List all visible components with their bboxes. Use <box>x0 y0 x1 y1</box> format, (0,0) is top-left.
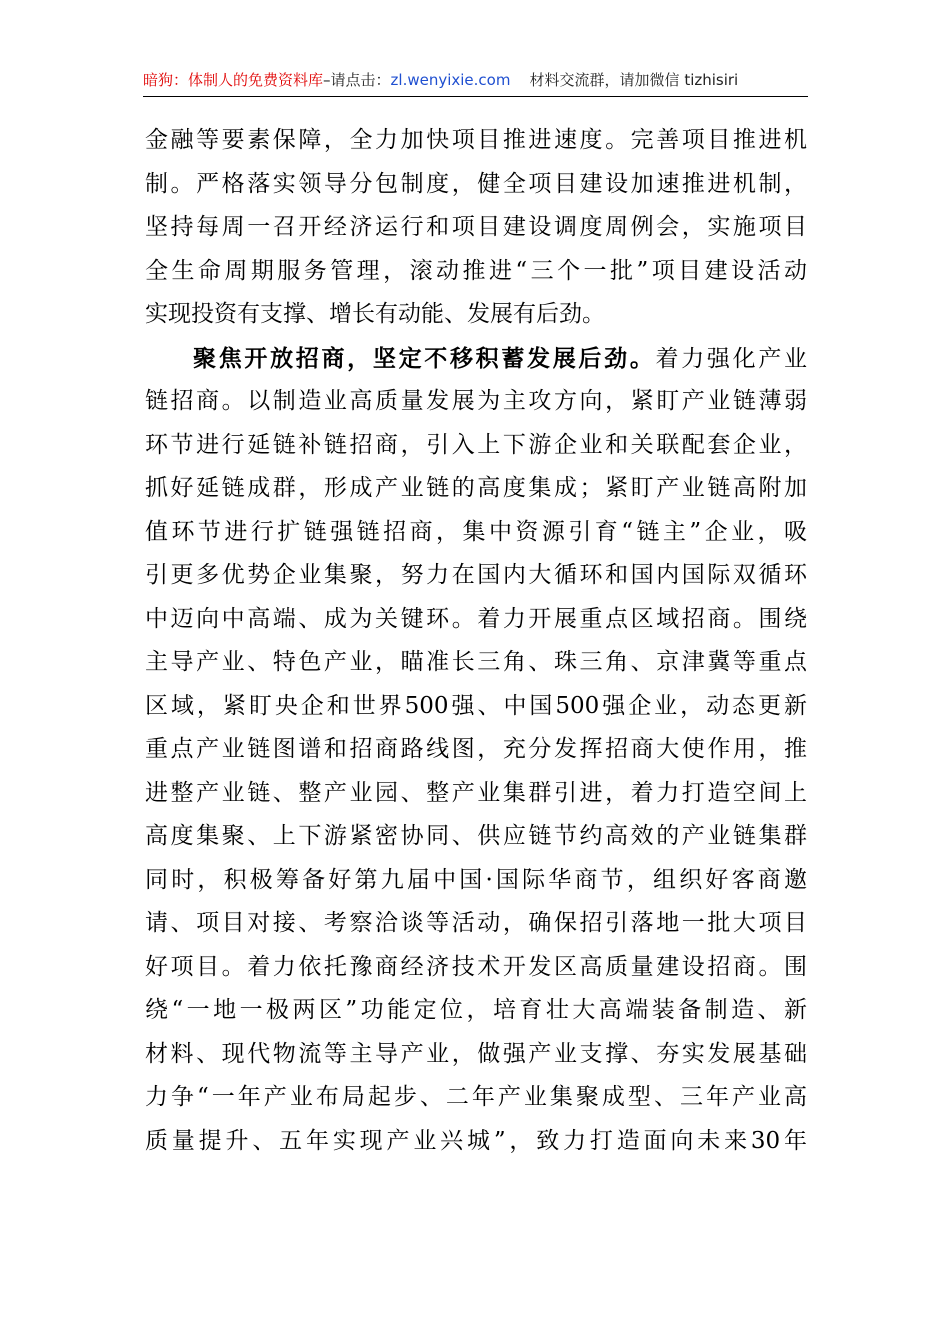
text-line: 金融等要素保障，全力加快项目推进速度。完善项目推进机 <box>145 127 807 153</box>
text-line: 中迈向中高端、成为关键环。着力开展重点区域招商。围绕 <box>145 605 807 632</box>
document-body <box>145 119 807 1163</box>
text-line: 质量提升、五年实现产业兴城”，致力打造面向未来30年 <box>145 1127 807 1154</box>
text-line: 实现投资有支撑、增长有动能、发展有后劲。 <box>145 301 605 327</box>
text-line: 制。严格落实领导分包制度，健全项目建设加速推进机制， <box>145 170 807 197</box>
text-line: 进整产业链、整产业园、整产业集群引进，着力打造空间上 <box>145 779 807 806</box>
text-line: 同时，积极筹备好第九届中国·国际华商节，组织好客商邀 <box>145 866 807 893</box>
text-line: 坚持每周一召开经济运行和项目建设调度周例会，实施项目 <box>145 214 807 240</box>
text-line: 主导产业、特色产业，瞄准长三角、珠三角、京津冀等重点 <box>145 649 807 675</box>
text-line: 高度集聚、上下游紧密协同、供应链节约高效的产业链集群 <box>145 823 807 849</box>
text-line: 环节进行延链补链招商，引入上下游企业和关联配套企业， <box>145 431 807 458</box>
text-line: 绕“一地一极两区”功能定位，培育壮大高端装备制造、新 <box>145 997 807 1023</box>
text-line: 区域，紧盯央企和世界500强、中国500强企业，动态更新 <box>145 692 807 719</box>
text-line: 请、项目对接、考察洽谈等活动，确保招引落地一批大项目 <box>145 910 807 936</box>
text-line: 引更多优势企业集聚，努力在国内大循环和国内国际双循环 <box>145 562 807 588</box>
first-line-rest: 着力强化产业 <box>655 345 808 372</box>
paragraph-2 <box>145 337 807 1164</box>
paragraph-first-line <box>145 337 807 381</box>
paragraph-heading: 聚焦开放招商，坚定不移积蓄发展后劲。 <box>193 344 656 372</box>
text-line: 重点产业链图谱和招商路线图，充分发挥招商大使作用，推 <box>145 736 807 762</box>
text-line: 抓好延链成群，形成产业链的高度集成；紧盯产业链高附加 <box>145 475 807 501</box>
text-line: 力争“一年产业布局起步、二年产业集聚成型、三年产业高 <box>145 1084 807 1110</box>
text-line: 值环节进行扩链强链招商，集中资源引育“链主”企业，吸 <box>145 518 807 545</box>
text-line: 好项目。着力依托豫商经济技术开发区高质量建设招商。围 <box>145 953 807 980</box>
text-line: 全生命周期服务管理，滚动推进“三个一批”项目建设活动 <box>145 257 807 284</box>
header-url-link[interactable]: zl.wenyixie.com <box>390 71 511 89</box>
text-line: 链招商。以制造业高质量发展为主攻方向，紧盯产业链薄弱 <box>145 388 807 414</box>
paragraph-1 <box>145 119 807 337</box>
text-line: 材料、现代物流等主导产业，做强产业支撑、夯实发展基础 <box>145 1040 807 1067</box>
page-header <box>143 66 808 97</box>
header-prompt: –请点击： <box>323 71 391 89</box>
header-brand: 暗狗：体制人的免费资料库 <box>143 71 324 89</box>
header-contact: 材料交流群，请加微信 tizhisiri <box>529 71 739 89</box>
